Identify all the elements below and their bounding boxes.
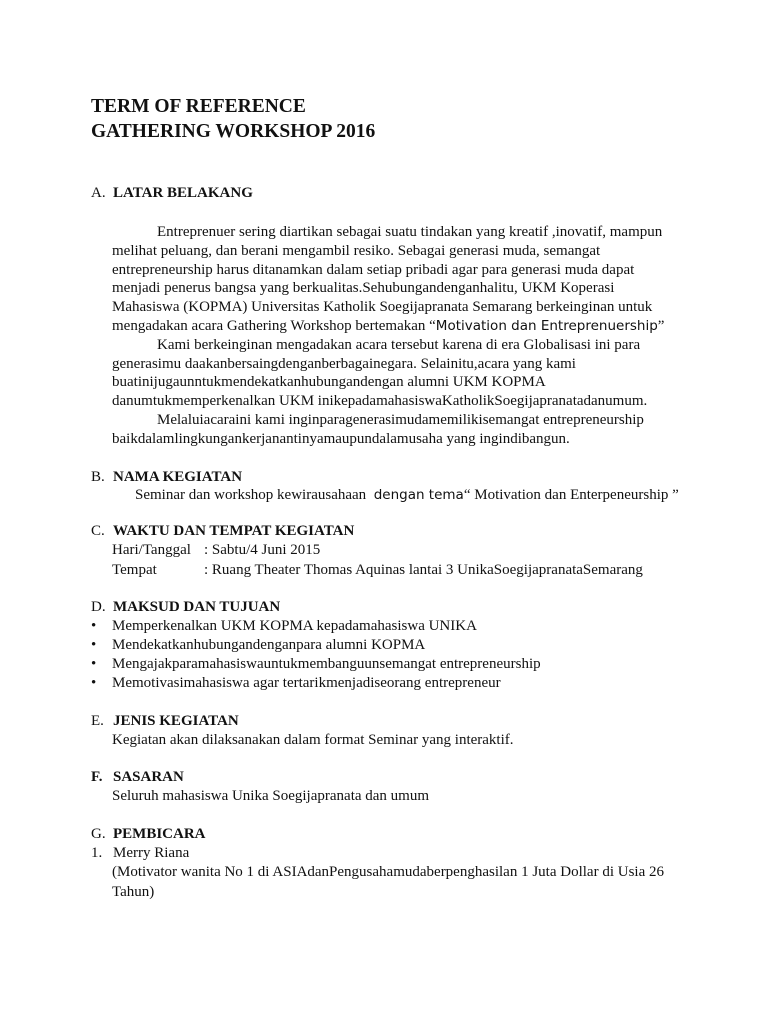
title-line-1: TERM OF REFERENCE xyxy=(91,96,306,117)
row-value: : Sabtu/4 Juni 2015 xyxy=(204,542,321,558)
section-f-text: Seluruh mahasiswa Unika Soegijapranata dan umum xyxy=(112,788,430,804)
section-a-heading xyxy=(91,185,253,202)
list-item-text: Mendekatkanhubungandenganpara alumni KOPMA xyxy=(112,637,426,653)
section-c-heading xyxy=(91,523,354,540)
bullet-icon: • xyxy=(91,675,97,691)
paragraph-line: melihat peluang, dan berani mengambil resiko. Sebagai generasi muda, semangat xyxy=(112,242,601,259)
row-label: Hari/Tanggal xyxy=(112,542,191,558)
paragraph-line: buatinijugaunntukmendekatkanhubungandengan alumni UKM KOPMA xyxy=(112,374,546,391)
section-letter: B. xyxy=(91,469,105,485)
text-run: “ Motivation dan Enterpeneurship ” xyxy=(463,487,679,503)
paragraph-line: generasimu daakanbersaingdenganberbagainegara. Selainitu,acara yang kami xyxy=(112,355,576,372)
list-item-text: Mengajakparamahasiswauntukmembanguunsemangat entrepreneurship xyxy=(112,656,541,672)
section-f-heading xyxy=(91,769,184,786)
text-run: mengadakan acara Gathering Workshop bertemakan “ xyxy=(112,317,436,334)
speaker-desc-line-1: (Motivator wanita No 1 di ASIAdanPengusahamudaberpenghasilan 1 Juta Dollar di Usia 26 xyxy=(112,864,664,880)
section-letter: D. xyxy=(91,599,106,615)
bullet-icon: • xyxy=(91,637,97,653)
paragraph-line: danumtukmemperkenalkan UKM inikepadamahasiswaKatholikSoegijapranatadanumum. xyxy=(112,393,648,410)
paragraph-line: menjadi penerus bangsa yang berkualitas.Sehubungandenganhalitu, UKM Koperasi xyxy=(112,280,615,297)
list-item xyxy=(91,675,501,692)
row-label: Tempat xyxy=(112,562,157,578)
paragraph-line: entrepreneurship harus ditanamkan dalam setiap pribadi agar para generasi muda dapat xyxy=(112,261,635,278)
section-title: SASARAN xyxy=(113,769,184,785)
section-letter: G. xyxy=(91,826,106,842)
bullet-icon: • xyxy=(91,618,97,634)
section-letter: A. xyxy=(91,185,106,201)
paragraph-line: Kami berkeinginan mengadakan acara tersebut karena di era Globalisasi ini para xyxy=(157,336,641,353)
row-value: : Ruang Theater Thomas Aquinas lantai 3 UnikaSoegijapranataSemarang xyxy=(204,562,643,578)
document-title xyxy=(91,94,375,144)
section-g-heading xyxy=(91,826,206,843)
title-line-2: GATHERING WORKSHOP 2016 xyxy=(91,121,376,142)
section-d-heading xyxy=(91,599,280,616)
section-e-text: Kegiatan akan dilaksanakan dalam format Seminar yang interaktif. xyxy=(112,732,514,748)
text-run: ” xyxy=(657,317,665,334)
text-run: Seminar dan workshop kewirausahaan xyxy=(135,487,374,503)
paragraph-line: Entreprenuer sering diartikan sebagai suatu tindakan yang kreatif ,inovatif, mampun xyxy=(157,224,663,240)
date-row xyxy=(112,542,320,559)
list-item-text: Memperkenalkan UKM KOPMA kepadamahasiswa UNIKA xyxy=(112,618,477,634)
paragraph-line xyxy=(112,317,672,336)
paragraph-line: baikdalamlingkungankerjanantinyamaupundalamusaha yang ingindibangun. xyxy=(112,430,570,447)
place-row xyxy=(112,562,643,579)
section-letter: F. xyxy=(91,769,103,785)
section-title: WAKTU DAN TEMPAT KEGIATAN xyxy=(113,523,355,539)
paragraph-line: Mahasiswa (KOPMA) Universitas Katholik Soegijapranata Semarang berkeinginan untuk xyxy=(112,299,653,316)
section-title: JENIS KEGIATAN xyxy=(113,713,239,729)
bullet-icon: • xyxy=(91,656,97,672)
section-title: MAKSUD DAN TUJUAN xyxy=(113,599,281,615)
section-a-body xyxy=(112,223,672,449)
theme-text: Motivation dan Entreprenuership xyxy=(435,317,658,334)
section-title: NAMA KEGIATAN xyxy=(113,469,243,485)
section-letter: C. xyxy=(91,523,105,539)
section-b-text xyxy=(135,487,679,504)
list-item xyxy=(91,618,477,635)
paragraph-line: Melaluiacaraini kami inginparagenerasimudamemilikisemangat entrepreneurship xyxy=(157,411,644,428)
section-title: PEMBICARA xyxy=(113,826,206,842)
list-item-text: Memotivasimahasiswa agar tertarikmenjadiseorang entrepreneur xyxy=(112,675,501,691)
text-run-sans: dengan tema xyxy=(373,487,464,503)
section-b-heading xyxy=(91,469,242,486)
list-item xyxy=(91,656,541,673)
list-number: 1. xyxy=(91,845,103,861)
speaker-desc-line-2: Tahun) xyxy=(112,884,155,900)
section-e-heading xyxy=(91,713,239,730)
section-letter: E. xyxy=(91,713,104,729)
speaker-item xyxy=(91,845,189,862)
section-title: LATAR BELAKANG xyxy=(113,185,253,201)
list-item xyxy=(91,637,425,654)
speaker-name: Merry Riana xyxy=(113,845,190,861)
